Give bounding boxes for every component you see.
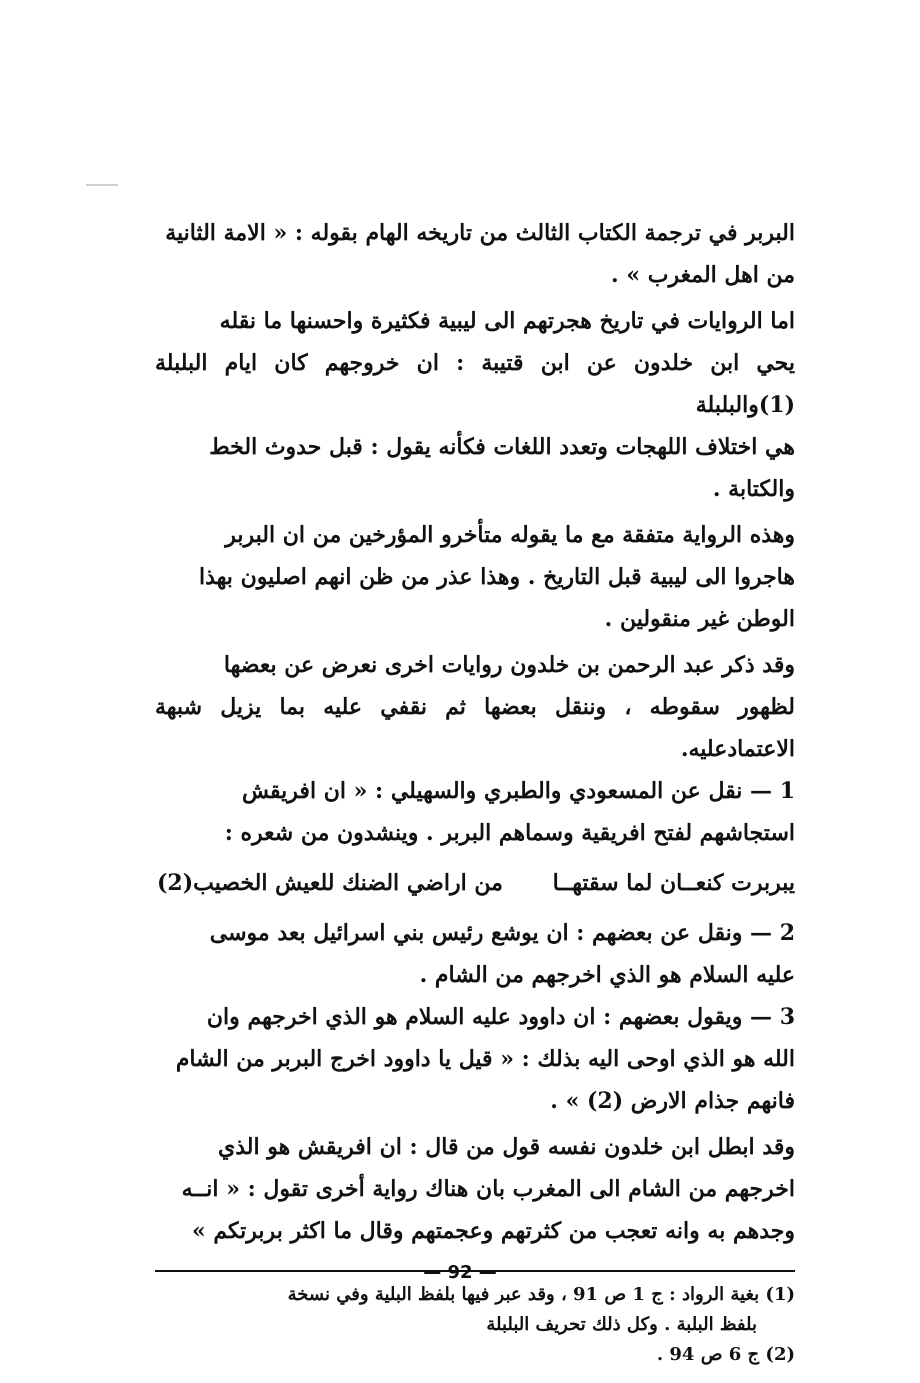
- paragraph-2: [155, 300, 795, 510]
- text-line: 2 — ونقل عن بعضهم : ان يوشع رئيس بني اسرائيل بعد موسى: [209, 920, 795, 946]
- footnote-2: (2) ج 6 ص 94 .: [656, 1344, 795, 1365]
- text-line: وقد ذكر عبد الرحمن بن خلدون روايات اخرى نعرض عن بعضها: [223, 652, 795, 678]
- paragraph-4: [155, 644, 795, 770]
- text-line: يحي ابن خلدون عن ابن قتيبة : ان خروجهم كان ايام البلبلة (1)والبلبلة: [155, 350, 795, 418]
- text-line: وقد ابطل ابن خلدون نفسه قول من قال : ان افريقش هو الذي: [217, 1134, 795, 1160]
- text-line: هي اختلاف اللهجات وتعدد اللغات فكأنه يقول : قبل حدوث الخط: [209, 434, 795, 460]
- text-line: وهذه الرواية متفقة مع ما يقوله متأخرو المؤرخين من ان البربر: [225, 522, 795, 548]
- text-line: استجاشهم لفتح افريقية وسماهم البربر . وينشدون من شعره :: [224, 820, 795, 846]
- text-line: البربر في ترجمة الكتاب الثالث من تاريخه الهام بقوله : « الامة الثانية: [165, 220, 795, 246]
- page-body: [155, 212, 795, 1370]
- text-line: الوطن غير منقولين .: [604, 606, 795, 632]
- text-line: 1 — نقل عن المسعودي والطبري والسهيلي : « ان افريقش: [241, 778, 795, 804]
- paragraph-5: [155, 770, 795, 854]
- text-line: لظهور سقوطه ، وننقل بعضها ثم نقفي عليه بما يزيل شبهة الاعتمادعليه.: [155, 694, 795, 762]
- text-line: الله هو الذي اوحى اليه بذلك : « قيل يا داوود اخرج البربر من الشام: [175, 1046, 795, 1072]
- page-number: — 92 —: [423, 1262, 497, 1283]
- paragraph-7: [155, 996, 795, 1122]
- text-line: فانهم جذام الارض (2) » .: [550, 1088, 795, 1114]
- text-line: هاجروا الى ليبية قبل التاريخ . وهذا عذر من ظن انهم اصليون بهذا: [199, 564, 795, 590]
- text-line: اخرجهم من الشام الى المغرب بان هناك رواية أخرى تقول : « انــه: [181, 1176, 795, 1202]
- scan-mark: [86, 184, 118, 186]
- text-line: من اهل المغرب » .: [611, 262, 795, 288]
- paragraph-1: [155, 212, 795, 296]
- text-line: اما الروايات في تاريخ هجرتهم الى ليبية فكثيرة واحسنها ما نقله: [219, 308, 795, 334]
- paragraph-8: [155, 1126, 795, 1252]
- poem-hemistich-right: يبربرت كنعــان لما سقتهــا: [552, 870, 795, 896]
- footnote-1: (1) بغية الرواد : ج 1 ص 91 ، وقد عبر فيها بلفظ البلية وفي نسخة: [287, 1284, 795, 1305]
- text-line: 3 — ويقول بعضهم : ان داوود عليه السلام هو الذي اخرجهم وان: [206, 1004, 795, 1030]
- text-line: عليه السلام هو الذي اخرجهم من الشام .: [419, 962, 795, 988]
- text-line: وجدهم به وانه تعجب من كثرتهم وعجمتهم وقال ما اكثر بربرتكم »: [191, 1218, 795, 1244]
- poem-verse: [155, 862, 795, 904]
- footnotes: [155, 1280, 795, 1370]
- footnote-1-continued: بلفظ البلبة . وكل ذلك تحريف البلبلة: [486, 1314, 757, 1335]
- paragraph-3: [155, 514, 795, 640]
- paragraph-6: [155, 912, 795, 996]
- poem-hemistich-left: من اراضي الضنك للعيش الخصيب(2): [157, 870, 503, 896]
- text-line: والكتابة .: [712, 476, 795, 502]
